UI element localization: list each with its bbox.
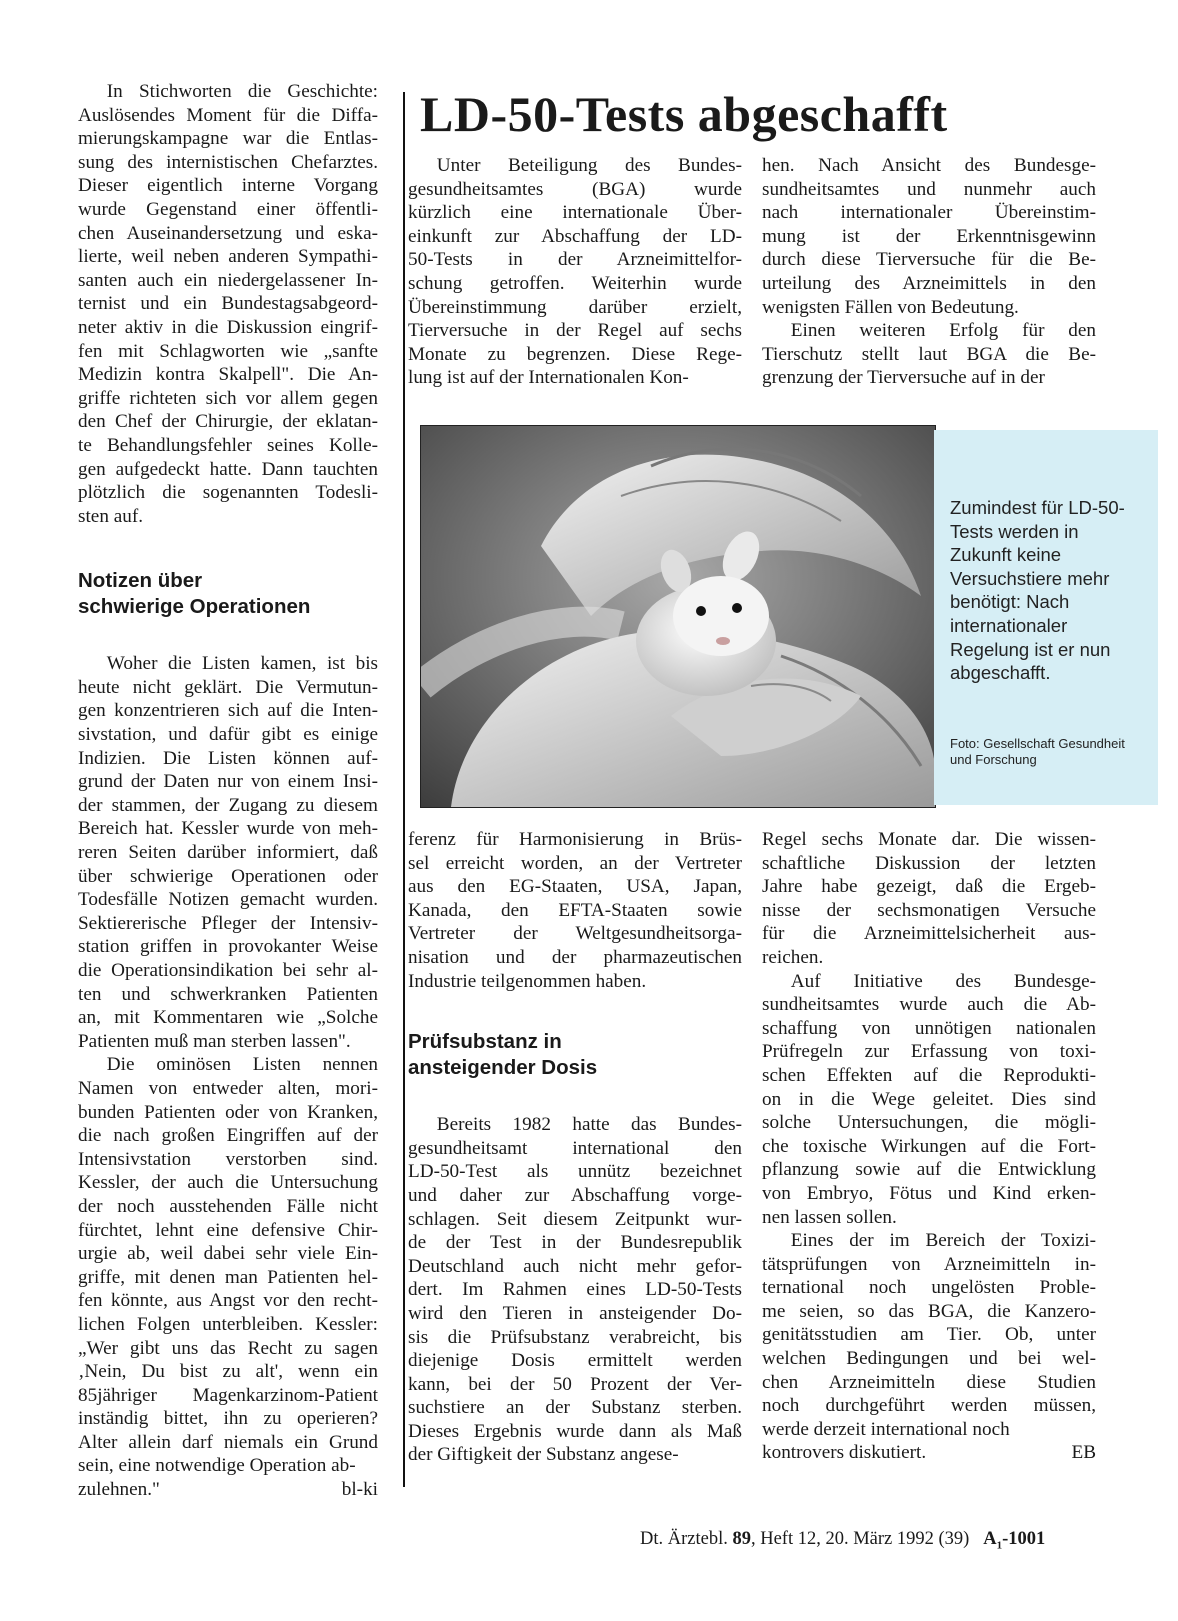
article-headline: LD-50-Tests abgeschafft bbox=[420, 86, 948, 142]
text-line: lierte, weil neben anderen Sympathi- bbox=[78, 246, 378, 268]
text-line: sung des internistischen Chefarztes. bbox=[78, 151, 378, 173]
text-line: wenigsten Fällen von Bedeutung. bbox=[762, 296, 1019, 318]
text-line: urgie ab, weil dabei sehr viele Ein- bbox=[78, 1243, 378, 1265]
text-line: tätsprüfungen von Arzneimitteln in- bbox=[762, 1253, 1096, 1275]
body-paragraph-1 bbox=[78, 652, 378, 1053]
text-line: Tierversuche in der Regel auf sechs bbox=[408, 320, 742, 342]
article-intro-paragraph bbox=[408, 154, 742, 390]
article-col1-top bbox=[408, 154, 742, 390]
text-line: gen aufgedeckt hatte. Dann tauchten bbox=[78, 458, 378, 480]
text-line: von Embryo, Fötus und Kind erken- bbox=[762, 1182, 1096, 1204]
text-line: Die ominösen Listen nennen bbox=[106, 1054, 378, 1076]
text-line: Patienten muß man sterben lassen". bbox=[78, 1030, 351, 1052]
text-line: sundheitsamtes wurde auch die Ab- bbox=[762, 994, 1096, 1016]
text-line: der Giftigkeit der Substanz angese- bbox=[408, 1444, 679, 1466]
text-line: on in die Wege geleitet. Dies sind bbox=[762, 1088, 1096, 1110]
article-paragraph-regel bbox=[762, 828, 1096, 970]
photo-credit: Foto: Gesellschaft Gesundheit und Forschung bbox=[950, 736, 1125, 767]
text-line: suchstiere an der Substanz sterben. bbox=[408, 1397, 742, 1419]
text-line: In Stichworten die Geschichte: bbox=[106, 81, 378, 102]
text-line: schaftliche Diskussion der letzten bbox=[762, 852, 1096, 874]
text-line: über schwierige Operationen oder bbox=[78, 865, 378, 887]
article-closing-line: kontrovers diskutiert. EB bbox=[762, 1442, 1096, 1464]
text-line: Kessler, der auch die Untersuchung bbox=[78, 1172, 378, 1194]
text-line: Todesfälle Notizen gemacht wurden. bbox=[78, 889, 378, 911]
text-line: griffe richteten sich vor allem gegen bbox=[78, 387, 378, 409]
text-line: te Behandlungsfehler seines Kolle- bbox=[78, 434, 378, 456]
text-line: die nach großen Eingriffen auf der bbox=[78, 1125, 378, 1147]
text-line: Unter Beteiligung des Bundes- bbox=[436, 155, 742, 176]
text-line: gesundheitsamtes (BGA) wurde bbox=[408, 178, 742, 200]
text-line: chen Arzneimitteln diese Studien bbox=[762, 1371, 1096, 1393]
text-line: sel erreicht worden, an der Vertreter bbox=[408, 852, 742, 874]
text-line: sten auf. bbox=[78, 505, 144, 527]
text-line: Regel sechs Monate dar. Die wissen- bbox=[762, 829, 1096, 850]
text-line: sundheitsamtes und nunmehr auch bbox=[762, 178, 1096, 200]
text-line: Sektiererische Pfleger der Intensiv- bbox=[78, 912, 378, 934]
text-line: fen könnte, aus Angst vor den recht- bbox=[78, 1290, 378, 1312]
text-line: an, mit Kommentaren wie „Solche bbox=[78, 1007, 378, 1029]
text-line: heute nicht geklärt. Die Vermutun- bbox=[78, 676, 378, 698]
text-line: pflanzung sowie auf die Entwicklung bbox=[762, 1159, 1096, 1181]
text-line: che toxische Wirkungen auf die Fort- bbox=[762, 1135, 1096, 1157]
text-line: schen Effekten auf die Reprodukti- bbox=[762, 1064, 1096, 1086]
text-line: santen auch ein niedergelassener In- bbox=[78, 269, 378, 291]
text-line: und daher zur Abschaffung vorge- bbox=[408, 1184, 742, 1206]
text-line: solche Untersuchungen, die mögli- bbox=[762, 1112, 1096, 1134]
text-line: die Operationsindikation bei sehr al- bbox=[78, 960, 378, 981]
text-line: me seien, so das BGA, die Kanzero- bbox=[762, 1300, 1096, 1322]
text-line: reren Seiten darüber informiert, daß bbox=[78, 842, 378, 864]
article-col1-bottom bbox=[408, 828, 742, 1467]
body-paragraph-2 bbox=[78, 1053, 378, 1478]
text-line: ferenz für Harmonisierung in Brüs- bbox=[408, 829, 742, 850]
text-line: Intensivstation verstorben sind. bbox=[78, 1148, 378, 1170]
text-line: schung getroffen. Weiterhin wurde bbox=[408, 272, 742, 294]
text-line: hen. Nach Ansicht des Bundesge- bbox=[762, 155, 1096, 176]
text-line: Namen von entweder alten, mori- bbox=[78, 1077, 378, 1099]
text-line: Industrie teilgenommen haben. bbox=[408, 970, 647, 992]
text-line: diejenige Dosis ermittelt werden bbox=[408, 1350, 742, 1372]
text-line: fürchtet, lehnt eine defensive Chir- bbox=[78, 1219, 378, 1241]
article-paragraph-ld50 bbox=[408, 1113, 742, 1467]
text-line: Eines der im Bereich der Toxizi- bbox=[790, 1230, 1096, 1252]
text-line: Dieses Ergebnis wurde dann als Maß bbox=[408, 1420, 742, 1442]
text-line: der noch ausstehenden Fälle nicht bbox=[78, 1195, 378, 1217]
article-paragraph-konferenz bbox=[408, 828, 742, 993]
text-line: Tierschutz stellt laut BGA die Be- bbox=[762, 343, 1096, 365]
photo-caption-box bbox=[934, 430, 1158, 805]
text-line: Indizien. Die Listen können auf- bbox=[78, 747, 378, 769]
text-line: plötzlich die sogenannten Todesli- bbox=[78, 482, 378, 504]
text-line: urteilung des Arzneimittels in den bbox=[762, 272, 1096, 294]
mouse-in-hands-photo bbox=[420, 425, 936, 808]
text-line: reichen. bbox=[762, 946, 824, 968]
text-line: griffe, mit denen man Patienten hel- bbox=[78, 1266, 378, 1288]
text-line: mung ist der Erkenntnisgewinn bbox=[762, 225, 1096, 247]
text-line: Einen weiteren Erfolg für den bbox=[790, 320, 1096, 342]
text-line: bunden Patienten oder von Kranken, bbox=[78, 1101, 378, 1123]
text-line: ternist und ein Bundestagsabgeord- bbox=[78, 293, 378, 315]
text-line: Deutschland auch nicht mehr gefor- bbox=[408, 1255, 742, 1277]
text-line: Monate zu begrenzen. Diese Rege- bbox=[408, 343, 742, 365]
text-line: Auslösendes Moment für die Diffa- bbox=[78, 104, 378, 126]
text-line: Bereich hat. Kessler wurde von meh- bbox=[78, 818, 378, 840]
article-paragraph-tierschutz bbox=[762, 319, 1096, 390]
article-paragraph-kanzerogenitaet bbox=[762, 1229, 1096, 1441]
text-line: Kanada, den EFTA-Staaten sowie bbox=[408, 899, 742, 921]
text-line: LD-50-Test als unnütz bezeichnet bbox=[408, 1161, 742, 1183]
text-line: noch durchgeführt werden müssen, bbox=[762, 1395, 1096, 1417]
text-line: dert. Im Rahmen eines LD-50-Tests bbox=[408, 1279, 742, 1301]
text-line: ternational noch ungelösten Proble- bbox=[762, 1277, 1096, 1299]
text-line: nach internationaler Übereinstim- bbox=[762, 202, 1096, 224]
text-line: wurde Gegenstand einer öffentli- bbox=[78, 198, 378, 220]
text-line: kürzlich eine internationale Über- bbox=[408, 202, 742, 224]
text-line: genitätsstudien am Tier. Ob, unter bbox=[762, 1324, 1096, 1346]
text-line: kann, bei der 50 Prozent der Ver- bbox=[408, 1373, 742, 1395]
text-line: nen lassen sollen. bbox=[762, 1206, 897, 1228]
text-line: sivstation, und dafür gibt es einige bbox=[78, 724, 378, 746]
text-line: Medizin kontra Skalpell". Die An- bbox=[78, 364, 378, 386]
text-line: mierungskampagne war die Entlas- bbox=[78, 128, 378, 150]
text-line: sein, eine notwendige Operation ab- bbox=[78, 1455, 356, 1477]
text-line: Dieser eigentlich interne Vorgang bbox=[78, 175, 378, 197]
text-line: für die Arzneimittelsicherheit aus- bbox=[762, 923, 1096, 945]
text-line: Woher die Listen kamen, ist bis bbox=[106, 653, 378, 675]
text-line: Jahre habe gezeigt, daß die Ergeb- bbox=[762, 876, 1096, 898]
text-line: schaffung von unnötigen nationalen bbox=[762, 1017, 1096, 1039]
page-footer: Dt. Ärztebl. 89, Heft 12, 20. März 1992 (39) $A_1-1001$ bbox=[640, 1529, 1046, 1552]
left-column bbox=[78, 80, 378, 1502]
article-paragraph-initiative bbox=[762, 970, 1096, 1230]
text-line: nisation und der pharmazeutischen bbox=[408, 946, 742, 968]
text-line: welchen Bedingungen und bei wel- bbox=[762, 1348, 1096, 1370]
text-line: chen Auseinandersetzung und eska- bbox=[78, 222, 378, 244]
text-line: 85jähriger Magenkarzinom-Patient bbox=[78, 1384, 378, 1406]
text-line: wird den Tieren in ansteigender Do- bbox=[408, 1302, 742, 1324]
text-line: lung ist auf der Internationalen Kon- bbox=[408, 367, 689, 389]
article-col2-top bbox=[762, 154, 1096, 390]
subheading-pruefsubstanz: Prüfsubstanz in ansteigender Dosis bbox=[408, 1030, 598, 1080]
text-line: der stammen, der Zugang zu diesem bbox=[78, 794, 378, 816]
article-paragraph-continued bbox=[762, 154, 1096, 319]
text-line: ‚Nein, Du bist zu alt', wenn ein bbox=[78, 1361, 378, 1383]
text-line: Bereits 1982 hatte das Bundes- bbox=[436, 1114, 742, 1136]
text-line: grenzung der Tierversuche auf in der bbox=[762, 367, 1045, 389]
text-line: den Chef der Chirurgie, der eklatan- bbox=[78, 411, 378, 433]
text-line: Prüfregeln zur Erfassung von toxi- bbox=[762, 1041, 1096, 1063]
text-line: gen konzentrieren sich auf die Inten- bbox=[78, 700, 378, 722]
article-col2-bottom bbox=[762, 828, 1096, 1465]
column-divider bbox=[403, 92, 405, 1487]
signature-eb: EB bbox=[1071, 1442, 1096, 1464]
text-line: station griffen in provokanter Weise bbox=[78, 936, 378, 958]
text-line: 50-Tests in der Arzneimittelfor- bbox=[408, 249, 742, 271]
text-line: aus den EG-Staaten, USA, Japan, bbox=[408, 876, 742, 898]
text-line: nisse der sechsmonatigen Versuche bbox=[762, 899, 1096, 921]
text-line: inständig bittet, ihn zu operieren? bbox=[78, 1408, 378, 1430]
text-line: neter aktiv in die Diskussion eingrif- bbox=[78, 316, 378, 338]
text-line: grund der Daten nur von einem Insi- bbox=[78, 771, 378, 793]
text-line: Übereinstimmung darüber erzielt, bbox=[408, 296, 742, 318]
text-line: Auf Initiative des Bundesge- bbox=[790, 970, 1096, 992]
text-line: Alter allein darf niemals ein Grund bbox=[78, 1431, 378, 1453]
text-line: gesundheitsamt international den bbox=[408, 1137, 742, 1159]
text-line: „Wer gibt uns das Recht zu sagen bbox=[78, 1337, 378, 1359]
text-line: durch diese Tierversuche für die Be- bbox=[762, 249, 1096, 271]
subheading-notizen: Notizen über schwierige Operationen bbox=[78, 569, 311, 619]
text-line: sis die Prüfsubstanz verabreicht, bis bbox=[408, 1326, 742, 1348]
text-line: schlagen. Seit diesem Zeitpunkt wur- bbox=[408, 1208, 742, 1230]
text-line: lichen Folgen unterbleiben. Kessler: bbox=[78, 1313, 378, 1335]
signature-bl-ki: bl-ki bbox=[341, 1479, 378, 1501]
photo-caption: Zumindest für LD-50-Tests werden in Zukunft keine Versuchstiere mehr benötigt: Nach internationaler Regelung ist er nun abgeschafft. bbox=[950, 497, 1125, 684]
text-line: fen mit Schlagworten wie „sanfte bbox=[78, 340, 378, 362]
text-line: Vertreter der Weltgesundheitsorga- bbox=[408, 923, 742, 945]
text-line: ten und schwerkranken Patienten bbox=[78, 983, 378, 1005]
text-line: werde derzeit international noch bbox=[762, 1418, 1010, 1440]
closing-line: zulehnen." bl-ki bbox=[78, 1479, 378, 1501]
intro-paragraph bbox=[78, 80, 378, 528]
text-line: einkunft zur Abschaffung der LD- bbox=[408, 225, 742, 247]
text-line: de der Test in der Bundesrepublik bbox=[408, 1232, 742, 1254]
